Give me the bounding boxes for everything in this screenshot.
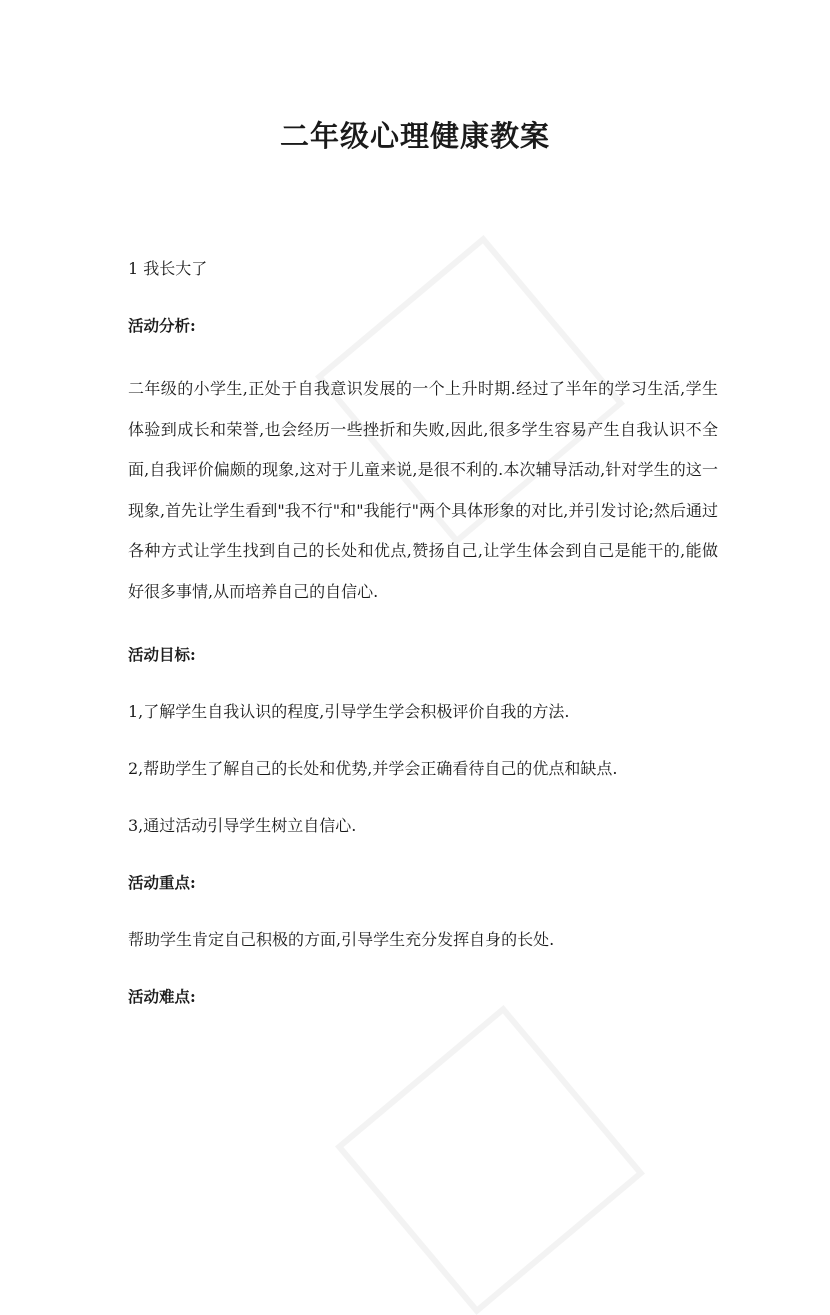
difficulty-heading: 活动难点: bbox=[128, 987, 196, 1006]
document-title: 二年级心理健康教案 bbox=[279, 119, 550, 153]
key-point-text: 帮助学生肯定自己积极的方面,引导学生充分发挥自身的长处. bbox=[128, 930, 555, 949]
goal-item: 2,帮助学生了解自己的长处和优势,并学会正确看待自己的优点和缺点. bbox=[128, 759, 618, 778]
goal-item: 3,通过活动引导学生树立自信心. bbox=[128, 816, 357, 835]
lesson-title: 1 我长大了 bbox=[128, 259, 208, 278]
watermark-graphic bbox=[335, 1005, 645, 1315]
analysis-heading: 活动分析: bbox=[128, 316, 196, 335]
goals-heading: 活动目标: bbox=[128, 645, 196, 664]
document-body bbox=[128, 255, 718, 1011]
goal-item: 1,了解学生自我认识的程度,引导学生学会积极评价自我的方法. bbox=[128, 702, 570, 721]
key-point-heading: 活动重点: bbox=[128, 873, 196, 892]
analysis-paragraph: 二年级的小学生,正处于自我意识发展的一个上升时期.经过了半年的学习生活,学生体验到成长和荣誉,也会经历一些挫折和失败,因此,很多学生容易产生自我认识不全面,自我评价偏颇的现象,这对于儿童来说,是很不利的.本次辅导活动,针对学生的这一现象,首先让学生看到"我不行"和"我能行"两个具体形象的对比,并引发讨论;然后通过各种方式让学生找到自己的长处和优点,赞扬自己,让学生体会到自己是能干的,能做好很多事情,从而培养自己的自信心. bbox=[128, 379, 718, 601]
